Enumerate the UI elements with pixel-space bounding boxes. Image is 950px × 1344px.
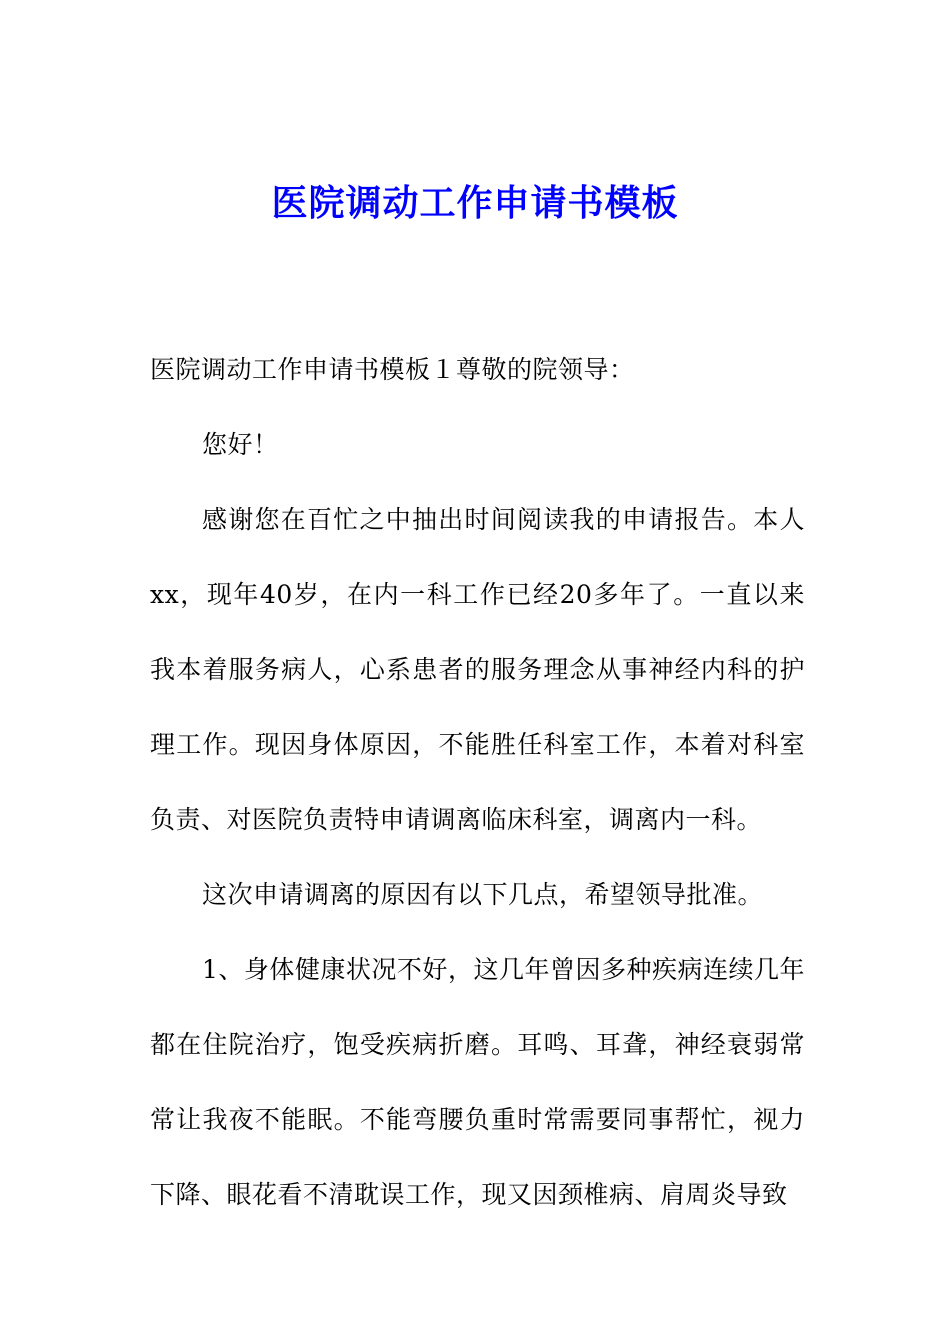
reasons-intro-paragraph: 这次申请调离的原因有以下几点，希望领导批准。 bbox=[202, 880, 764, 909]
salutation-paragraph: 医院调动工作申请书模板１尊敬的院领导： bbox=[150, 355, 635, 384]
document-body bbox=[150, 332, 805, 1232]
reason-1-paragraph: 1、身体健康状况不好，这几年曾因多种疾病连续几年都在住院治疗，饱受疾病折磨。耳鸣、耳聋，神经衰弱常常让我夜不能眠。不能弯腰负重时常需要同事帮忙，视力下降、眼花看不清耽误工作，现又因颈椎病、肩周炎导致 bbox=[150, 955, 805, 1209]
intro-paragraph: 感谢您在百忙之中抽出时间阅读我的申请报告。本人xx，现年40岁，在内一科工作已经20多年了。一直以来我本着服务病人，心系患者的服务理念从事神经内科的护理工作。现因身体原因，不能胜任科室工作，本着对科室负责、对医院负责特申请调离临床科室，调离内一科。 bbox=[150, 505, 805, 834]
greeting-paragraph: 您好！ bbox=[202, 430, 279, 459]
document-title: 医院调动工作申请书模板 bbox=[271, 182, 679, 224]
